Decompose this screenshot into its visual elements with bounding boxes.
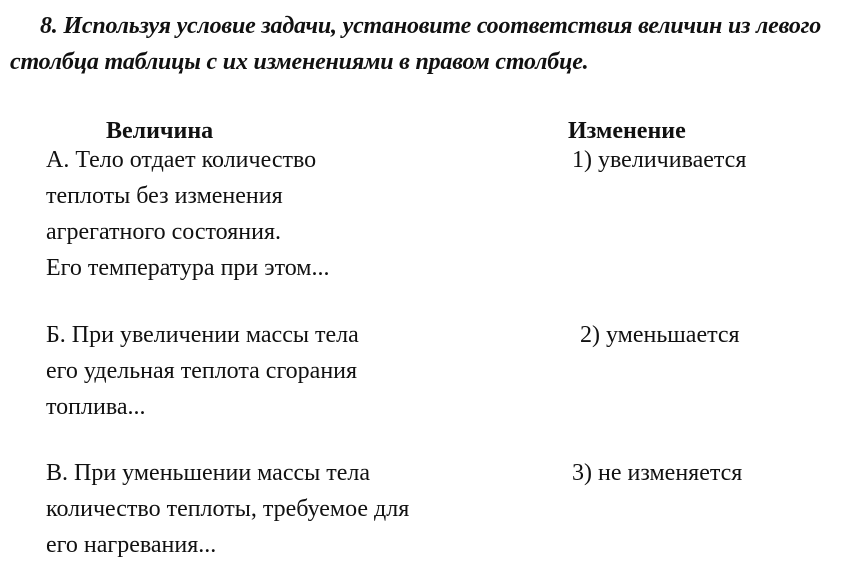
item-c-line-1: В. При уменьшении массы тела <box>46 460 371 486</box>
item-b-line-2: его удельная теплота сгорания <box>46 358 358 384</box>
item-a-line-2: теплоты без изменения <box>46 183 283 209</box>
quantity-item-a <box>46 142 516 286</box>
task-instruction: 8. Используя условие задачи, установите соответствия величин из левого столбца таблицы с их изменениями в правом столбце. <box>10 13 822 75</box>
item-a-line-3: агрегатного состояния. <box>46 219 281 245</box>
change-option-3: 3) не изменяется <box>572 460 743 486</box>
item-b-line-3: топлива... <box>46 394 146 420</box>
item-b-line-1: Б. При увеличении массы тела <box>46 322 359 348</box>
item-c-line-3: его нагревания... <box>46 532 217 558</box>
change-option-2: 2) уменьшается <box>580 322 740 348</box>
right-column-header: Изменение <box>568 118 686 144</box>
item-c-line-2: количество теплоты, требуемое для <box>46 496 410 522</box>
item-a-line-1: А. Тело отдает количество <box>46 147 317 173</box>
left-column-header: Величина <box>106 118 214 144</box>
quantity-item-c <box>46 455 516 563</box>
change-option-1: 1) увеличивается <box>572 147 747 173</box>
quantity-item-b <box>46 317 516 425</box>
item-a-line-4: Его температура при этом... <box>46 255 330 281</box>
